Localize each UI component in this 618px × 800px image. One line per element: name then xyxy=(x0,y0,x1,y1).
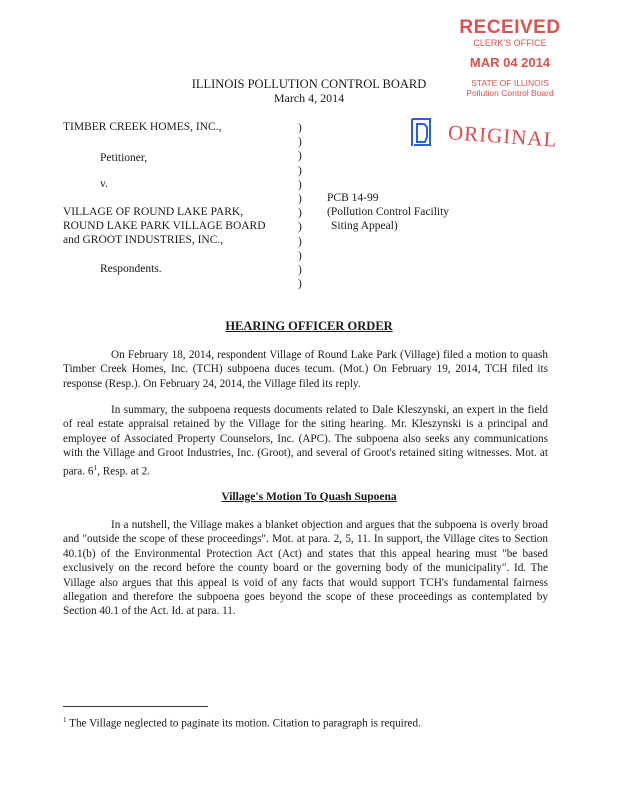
respondent-line-3: and GROOT INDUSTRIES, INC., xyxy=(63,234,224,246)
paragraph-2-end: , Resp. at 2. xyxy=(97,465,151,478)
paragraph-3 xyxy=(63,518,548,619)
petitioner-role: Petitioner, xyxy=(100,152,148,164)
order-date: March 4, 2014 xyxy=(273,91,345,105)
stamp-received: RECEIVED xyxy=(459,17,561,38)
respondent-role: Respondents. xyxy=(100,263,162,275)
respondent-line-2: ROUND LAKE PARK VILLAGE BOARD xyxy=(63,220,266,232)
agency-title: ILLINOIS POLLUTION CONTROL BOARD xyxy=(191,77,427,91)
paragraph-2 xyxy=(63,403,548,479)
footnote-text: The Village neglected to paginate its motion. Citation to paragraph is required. xyxy=(69,717,421,730)
stamp-office: CLERK'S OFFICE xyxy=(473,38,547,48)
petitioner-name: TIMBER CREEK HOMES, INC., xyxy=(63,121,222,133)
original-stamp: ORIGINAL xyxy=(447,120,559,152)
paragraph-1-text: On February 18, 2014, respondent Village of Round Lake Park (Village) filed a motion to quash Timber Creek Homes, Inc. (TCH) subpoena duces tecum. (Mot.) On February 19, 2014, TCH filed its response (Resp.). On February 24, 2014, the Village filed its reply. xyxy=(63,349,548,390)
versus: v. xyxy=(100,178,108,190)
hearing-officer-order-title: HEARING OFFICER ORDER xyxy=(225,319,393,333)
case-description-1: (Pollution Control Facility xyxy=(327,206,450,218)
stamp-date: MAR 04 2014 xyxy=(469,55,551,70)
footnote-marker: 1 xyxy=(63,716,67,724)
caption-divider: ) ) ) ) ) ) ) ) ) ) ) ) xyxy=(298,122,302,291)
footnote-divider xyxy=(63,706,208,707)
paragraph-3-text: In a nutshell, the Village makes a blanket objection and argues that the subpoena is overly broad and "outside the scope of these proceedings". Mot. at para. 2, 5, 11. In support, the Village cites to Section 40.1(b) of the Environmental Protection Act (Act) and states that this appeal hearing must "be based exclusively on the record before the county board or the governing body of the municipality". Id. The Village also argues that this appeal is void of any facts that would support TCH's fundamental fairness allegation and therefore the subpoena goes beyond the scope of these proceedings as contemplated by Section 40.1 of the Act. Id. at para. 11. xyxy=(63,519,548,618)
paragraph-2-text: In summary, the subpoena requests documents related to Dale Kleszynski, an expert in the field of real estate appraisal retained by the Village for the siting hearing. Mr. Kleszynski is a principal and employee of Associated Property Counselors, Inc. (APC). The subpoena also seeks any communications with the Village and Groot Industries, Inc. (Groot), and several of Groot's retained siting witnesses. Mot. at para. 6 xyxy=(63,404,548,478)
paragraph-1 xyxy=(63,348,548,391)
footnote-ref: 1 xyxy=(93,462,98,472)
respondent-line-1: VILLAGE OF ROUND LAKE PARK, xyxy=(63,206,244,218)
section-title: Village's Motion To Quash Supoena xyxy=(221,491,397,503)
stamp-board: Pollution Control Board xyxy=(466,88,554,98)
blue-doc-mark-icon xyxy=(408,115,436,151)
case-description-2: Siting Appeal) xyxy=(331,220,398,232)
case-number: PCB 14-99 xyxy=(327,192,379,204)
footnote xyxy=(63,716,421,730)
stamp-state: STATE OF ILLINOIS xyxy=(471,78,549,88)
